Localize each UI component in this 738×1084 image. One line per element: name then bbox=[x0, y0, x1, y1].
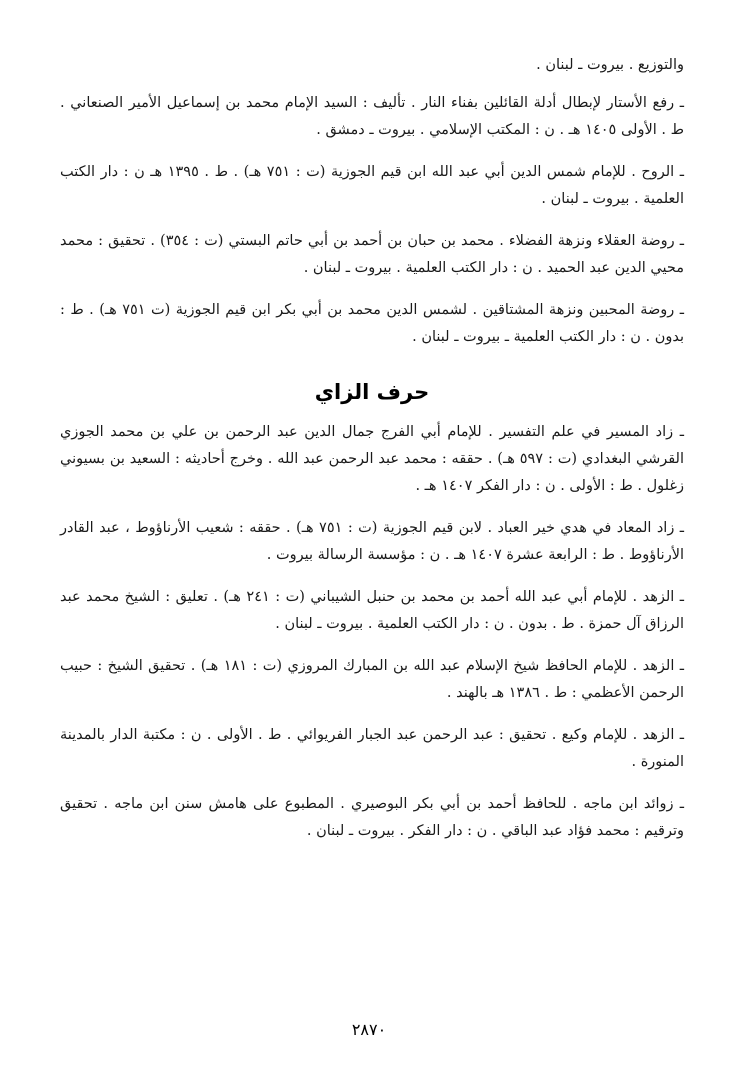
section-heading: حرف الزاي bbox=[314, 380, 430, 404]
bibliography-entry: ـ زاد المعاد في هدي خير العباد . لابن قيم الجوزية (ت : ٧٥١ هـ) . حققه : شعيب الأرناؤوط ، عبد القادر الأرناؤوط . ط : الرابعة عشرة ١٤٠٧ هـ . ن : مؤسسة الرسالة بيروت . bbox=[60, 520, 684, 563]
bibliography-entry: ـ زاد المسير في علم التفسير . للإمام أبي الفرج جمال الدين عبد الرحمن بن علي بن محمد الجوزي القرشي البغدادي (ت : ٥٩٧ هـ) . حققه : محمد عبد الرحمن عبد الله . وخرج أحاديثه : السعيد بن بسيوني زغلول . ط : الأولى . ن : دار الفكر ١٤٠٧ هـ . bbox=[60, 424, 684, 494]
bibliography-entry: ـ روضة العقلاء ونزهة الفضلاء . محمد بن حبان بن أحمد بن أبي حاتم البستي (ت : ٣٥٤) . تحقيق : محمد محيي الدين عبد الحميد . ن : دار الكتب العلمية . بيروت ـ لبنان . bbox=[60, 233, 684, 276]
bibliography-entry: ـ زوائد ابن ماجه . للحافظ أحمد بن أبي بكر البوصيري . المطبوع على هامش سنن ابن ماجه . تحقيق وترقيم : محمد فؤاد عبد الباقي . ن : دار الفكر . بيروت ـ لبنان . bbox=[60, 796, 684, 839]
bibliography-entry: ـ الزهد . للإمام الحافظ شيخ الإسلام عبد الله بن المبارك المروزي (ت : ١٨١ هـ) . تحقيق الشيخ : حبيب الرحمن الأعظمي : ط . ١٣٨٦ هـ بالهند . bbox=[60, 658, 684, 701]
bibliography-entry: ـ الزهد . للإمام وكيع . تحقيق : عبد الرحمن عبد الجبار الفريوائي . ط . الأولى . ن : مكتبة الدار بالمدينة المنورة . bbox=[60, 727, 684, 770]
page-number: ٢٨٧٠ bbox=[351, 1020, 387, 1039]
bibliography-body bbox=[60, 52, 684, 860]
bibliography-entry: ـ روضة المحبين ونزهة المشتاقين . لشمس الدين محمد بن أبي بكر ابن قيم الجوزية (ت ٧٥١ هـ) . ط : بدون . ن : دار الكتب العلمية ـ بيروت ـ لبنان . bbox=[60, 302, 684, 345]
bibliography-entry: ـ رفع الأستار لإبطال أدلة القائلين بفناء النار . تأليف : السيد الإمام محمد بن إسماعيل الأمير الصنعاني . ط . الأولى ١٤٠٥ هـ . ن : المكتب الإسلامي . بيروت ـ دمشق . bbox=[60, 95, 684, 138]
bibliography-entry: ـ الزهد . للإمام أبي عبد الله أحمد بن محمد بن حنبل الشيباني (ت : ٢٤١ هـ) . تعليق : الشيخ محمد عبد الرزاق آل حمزة . ط . بدون . ن : دار الكتب العلمية . بيروت ـ لبنان . bbox=[60, 589, 684, 632]
bibliography-entry: ـ الروح . للإمام شمس الدين أبي عبد الله ابن قيم الجوزية (ت : ٧٥١ هـ) . ط . ١٣٩٥ هـ ن : دار الكتب العلمية . بيروت ـ لبنان . bbox=[60, 164, 684, 207]
bibliography-entry: والتوزيع . بيروت ـ لبنان . bbox=[536, 57, 684, 73]
